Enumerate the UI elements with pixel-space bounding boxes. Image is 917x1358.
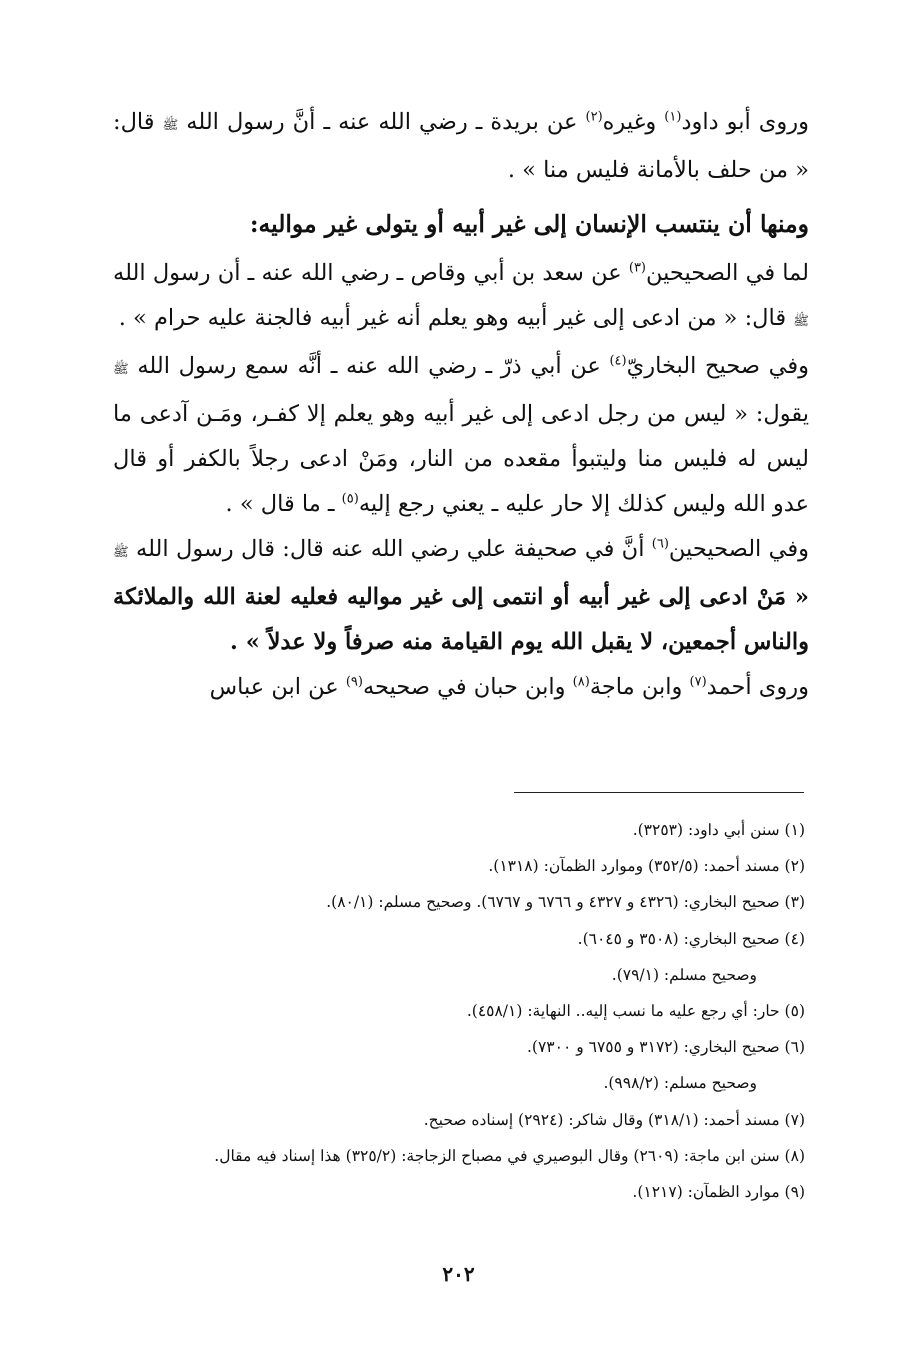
text-run: ـ ما قال » .	[225, 491, 342, 517]
footnote-6: (٦) صحيح البخاري: (٣١٧٢ و ٦٧٥٥ و ٧٣٠٠).	[527, 1038, 805, 1057]
salutation-glyph: ﷺ	[162, 118, 179, 133]
text-run: وابن ماجة	[589, 674, 690, 700]
paragraph-2	[113, 251, 809, 344]
footnote-4-continuation: وصحيح مسلم: (٧٩/١).	[611, 965, 757, 984]
footnote-ref-5[interactable]: (٥)	[341, 491, 359, 507]
footnote-7: (٧) مسند أحمد: (٣١٨/١) وقال شاكر: (٢٩٢٤) إسناده صحيح.	[423, 1110, 805, 1129]
footnote-ref-6[interactable]: (٦)	[651, 536, 669, 552]
text-run: عن أبي ذرّ ـ رضي الله عنه ـ أنَّه سمع رسول الله	[128, 353, 610, 379]
text-run: وروى أحمد	[706, 674, 809, 700]
footnote-4: (٤) صحيح البخاري: (٣٥٠٨ و ٦٠٤٥).	[577, 929, 805, 948]
footnote-ref-1[interactable]: (١)	[664, 109, 682, 125]
footnote-ref-9[interactable]: (٩)	[345, 674, 363, 690]
text-run: وفي صحيح البخاريّ	[626, 353, 809, 379]
text-run: « مَنْ ادعى إلى غير أبيه أو انتمى إلى غير مواليه فعليه لعنة الله والملائكة والناس أجمعين، لا يقبل الله يوم القيامة منه صرفاً ولا عدلاً » .	[113, 584, 809, 655]
paragraph-1	[113, 100, 809, 193]
footnote-ref-7[interactable]: (٧)	[689, 674, 707, 690]
footnote-1: (١) سنن أبي داود: (٣٢٥٣).	[632, 821, 805, 839]
main-text	[113, 100, 809, 710]
text-run: وروى أبو داود	[681, 109, 809, 135]
paragraph-5	[113, 665, 809, 710]
paragraph-3	[113, 344, 809, 527]
text-run: عن بريدة ـ رضي الله عنه ـ أنَّ رسول الله	[178, 109, 586, 135]
text-run: قال: « من حلف بالأمانة فليس منا » .	[113, 109, 809, 183]
text-run: وغيره	[602, 109, 665, 135]
footnotes	[105, 812, 805, 1210]
footnote-ref-4[interactable]: (٤)	[609, 353, 627, 369]
footnote-3: (٣) صحيح البخاري: (٤٣٢٦ و ٤٣٢٧ و ٦٧٦٦ و ٦٧٦٧). وصحيح مسلم: (٨٠/١).	[326, 893, 805, 912]
salutation-glyph: ﷺ	[113, 545, 129, 560]
footnote-divider	[514, 792, 804, 793]
footnote-5: (٥) حار: أي رجع عليه ما نسب إليه.. النهاية: (٤٥٨/١).	[466, 1002, 805, 1021]
footnote-ref-3[interactable]: (٣)	[628, 260, 646, 276]
text-run: عن ابن عباس	[209, 674, 346, 700]
text-run: قال: « من ادعى إلى غير أبيه وهو يعلم أنه غير أبيه فالجنة عليه حرام » .	[118, 305, 794, 331]
footnote-ref-8[interactable]: (٨)	[572, 674, 590, 690]
footnote-2: (٢) مسند أحمد: (٣٥٢/٥) وموارد الظمآن: (١٣١٨).	[488, 857, 805, 876]
footnote-9: (٩) موارد الظمآن: (١٢١٧).	[632, 1183, 805, 1202]
section-heading: ومنها أن ينتسب الإنسان إلى غير أبيه أو يتولى غير مواليه:	[249, 210, 809, 238]
salutation-glyph: ﷺ	[793, 314, 809, 329]
page-number: ٢٠٢	[442, 1262, 475, 1286]
footnote-ref-2[interactable]: (٢)	[585, 109, 603, 125]
footnote-6-continuation: وصحيح مسلم: (٩٩٨/٢).	[603, 1074, 757, 1093]
footnote-8: (٨) سنن ابن ماجة: (٢٦٠٩) وقال البوصيري في مصباح الزجاجة: (٣٢٥/٢) هذا إسناد فيه مقال.	[214, 1146, 805, 1165]
text-run: وابن حبان في صحيحه	[362, 674, 573, 700]
text-run: يقول: « ليس من رجل ادعى إلى غير أبيه وهو يعلم إلا كفـر، ومَـن آدعى ما ليس له فليس منا وليتبوأ مقعده من النار، ومَنْ ادعى رجلاً بالكفر أو قال عدو الله وليس كذلك إلا حار عليه ـ يعني رجع إليه	[113, 401, 809, 517]
salutation-glyph: ﷺ	[113, 362, 129, 377]
text-run: لما في الصحيحين	[646, 260, 809, 286]
text-run: عن سعد بن أبي وقاص ـ رضي الله عنه ـ أن رسول الله	[113, 260, 629, 286]
text-run: أنَّ في صحيفة علي رضي الله عنه قال: قال رسول الله	[128, 536, 652, 562]
paragraph-4	[113, 527, 809, 665]
text-run: وفي الصحيحين	[668, 536, 809, 562]
